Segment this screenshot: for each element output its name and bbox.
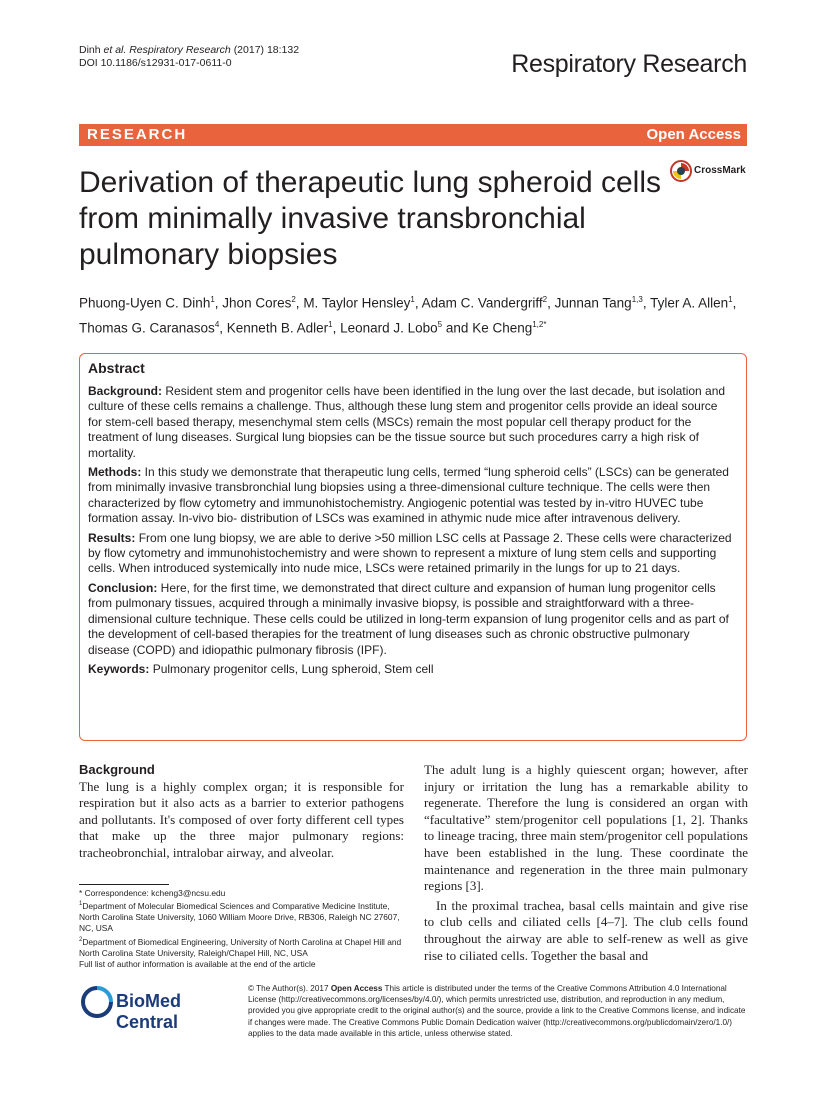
- article-type-banner: [79, 124, 747, 146]
- section-heading-background: Background: [79, 762, 155, 777]
- affiliation-1: $^1$Department of Molecular Biomedical Sciences and Comparative Medicine Institute, North Carolina State University, 1060 William Moore Drive, RB306, Raleigh NC 27607, NC, USA: [79, 901, 400, 934]
- abstract-conclusion: Conclusion: Here, for the first time, we demonstrated that direct culture and expansion of human lung progenitor cells from pulmonary tissues, acquired through a minimally invasive biopsy, is possible and straightforward with a three-dimensional culture technique. These cells could be utilized in long-term expansion of lung progenitor cells and as part of the development of cell-based therapies for the treatment of lung diseases such as chronic obstructive pulmonary disease (COPD) and idiopathic pulmonary fibrosis (IPF).: [88, 580, 729, 657]
- article-type-label: RESEARCH: [87, 126, 188, 143]
- body-paragraph: The lung is a highly complex organ; it is responsible for respiration but it also acts as a barrier to exterior pathogens and pollutants. It's composed of over forty different cell types that make up the three major pulmonary regions: tracheobronchial, intralobar airway, and alveolar.: [79, 778, 404, 860]
- author: M. Taylor Hensley: [303, 295, 411, 311]
- author: Adam C. Vandergriff: [421, 295, 543, 311]
- journal-name: Respiratory Research: [511, 50, 747, 78]
- abstract-body: [88, 384, 733, 681]
- author: Junnan Tang: [554, 295, 632, 311]
- abstract-methods: Methods: In this study we demonstrate that therapeutic lung cells, termed “lung spheroid cells” (LSCs) can be generated from minimally invasive transbronchial lung biopsies using a three-dimensional culture technique. The cells were then characterized by flow cytometry and immunohistochemistry. Angiogenic potential was tested by in-vitro HUVEC tube formation assay. In-vivo bio- distribution of LSCs was examined in athymic nude mice after intravenous delivery.: [88, 465, 729, 526]
- author: Tyler A. Allen: [650, 295, 729, 311]
- author: Kenneth B. Adler: [226, 320, 329, 335]
- crossmark-icon: [670, 160, 692, 182]
- correspondence: * Correspondence: kcheng3@ncsu.edu: [79, 888, 226, 898]
- open-access-label: Open Access: [646, 126, 741, 143]
- affiliation-2: $^2$Department of Biomedical Engineering, University of North Carolina at Chapel Hill and North Carolina State University, Raleigh/Chapel Hill, NC, USA: [79, 936, 402, 958]
- publisher-logo: [80, 985, 240, 1032]
- author-list: Phuong-Uyen C. Dinh$^1$, Jhon Cores$^2$, M. Taylor Hensley$^1$, Adam C. Vandergriff$^2$, Junnan Tang$^{1,3}$, Tyler A. Allen$^1$, Thomas G. Caranasos$^4$, Kenneth B. Adler$^1$, Leonard J. Lobo$^5$ and Ke Cheng$^{1,2*}$: [79, 295, 737, 335]
- full-author-info-note: Full list of author information is available at the end of the article: [79, 958, 316, 969]
- body-right-column: [424, 762, 748, 964]
- author: Jhon Cores: [222, 295, 292, 311]
- article-title: Derivation of therapeutic lung spheroid cells from minimally invasive transbronchial pulmonary biopsies: [79, 166, 661, 271]
- abstract-keywords: Keywords: Pulmonary progenitor cells, Lung spheroid, Stem cell: [88, 661, 434, 676]
- license-text: © The Author(s). 2017 Open Access This article is distributed under the terms of the Creative Commons Attribution 4.0 International License (http://creativecommons.org/licenses/by/4.0/), which permits unrestricted use, distribution, and reproduction in any medium, provided you give appropriate credit to the original author(s) and the source, provide a link to the Creative Commons license, and indicate if changes were made. The Creative Commons Public Domain Dedication waiver (http://creativecommons.org/publicdomain/zero/1.0/) applies to the data made available in this article, unless otherwise stated.: [248, 984, 746, 1038]
- citation-line: Dinh et al. Respiratory Research (2017) 18:132 DOI 10.1186/s12931-017-0611-0: [79, 44, 300, 69]
- footnotes: [79, 888, 404, 970]
- body-left-column: [79, 762, 404, 862]
- author: Leonard J. Lobo: [340, 320, 438, 335]
- body-paragraph: In the proximal trachea, basal cells maintain and give rise to club cells and ciliated cells [4–7]. The club cells found throughout the airway are able to self-renew as well as give rise to ciliated cells. Together the basal and: [424, 897, 748, 963]
- author: Ke Cheng: [472, 320, 533, 335]
- abstract-results: Results: From one lung biopsy, we are able to derive >50 million LSC cells at Passage 2. These cells were characterized by flow cytometry and immunohistochemistry and were shown to represent a mixture of lung stem cells and supporting cells. When introduced systemically into nude mice, LSCs were retained primarily in the lungs for up to 21 days.: [88, 530, 732, 576]
- abstract-heading: Abstract: [88, 360, 145, 376]
- crossmark-badge[interactable]: [670, 160, 760, 184]
- footnote-rule: [79, 884, 169, 885]
- author: Phuong-Uyen C. Dinh: [79, 295, 211, 311]
- bmc-logo-icon: [80, 985, 114, 1019]
- body-paragraph: The adult lung is a highly quiescent organ; however, after injury or irritation the lung has a remarkable ability to regenerate. Therefore the lung is considered an organ with “facultative” stem/progenitor cell populations [1, 2]. Thanks to lineage tracing, three main stem/progenitor cell populations have been established in the lung. These coordinate the maintenance and regeneration in the three main pulmonary regions [3].: [424, 762, 748, 894]
- doi[interactable]: DOI 10.1186/s12931-017-0611-0: [79, 57, 232, 69]
- author: Thomas G. Caranasos: [79, 320, 215, 335]
- crossmark-label: CrossMark: [694, 165, 746, 176]
- publisher-name: BioMed Central: [116, 991, 181, 1032]
- abstract-background: Background: Resident stem and progenitor cells have been identified in the lung over the last decade, but isolation and culture of these cells remains a challenge. Thus, although these lung stem and progenitor cells provide an ideal source for stem-cell based therapy, mesenchymal stem cells (MSCs) remain the most popular cell therapy product for the treatment of lung diseases. Surgical lung biopsies can be the tissue source but such procedures carry a high risk of mortality.: [88, 384, 726, 460]
